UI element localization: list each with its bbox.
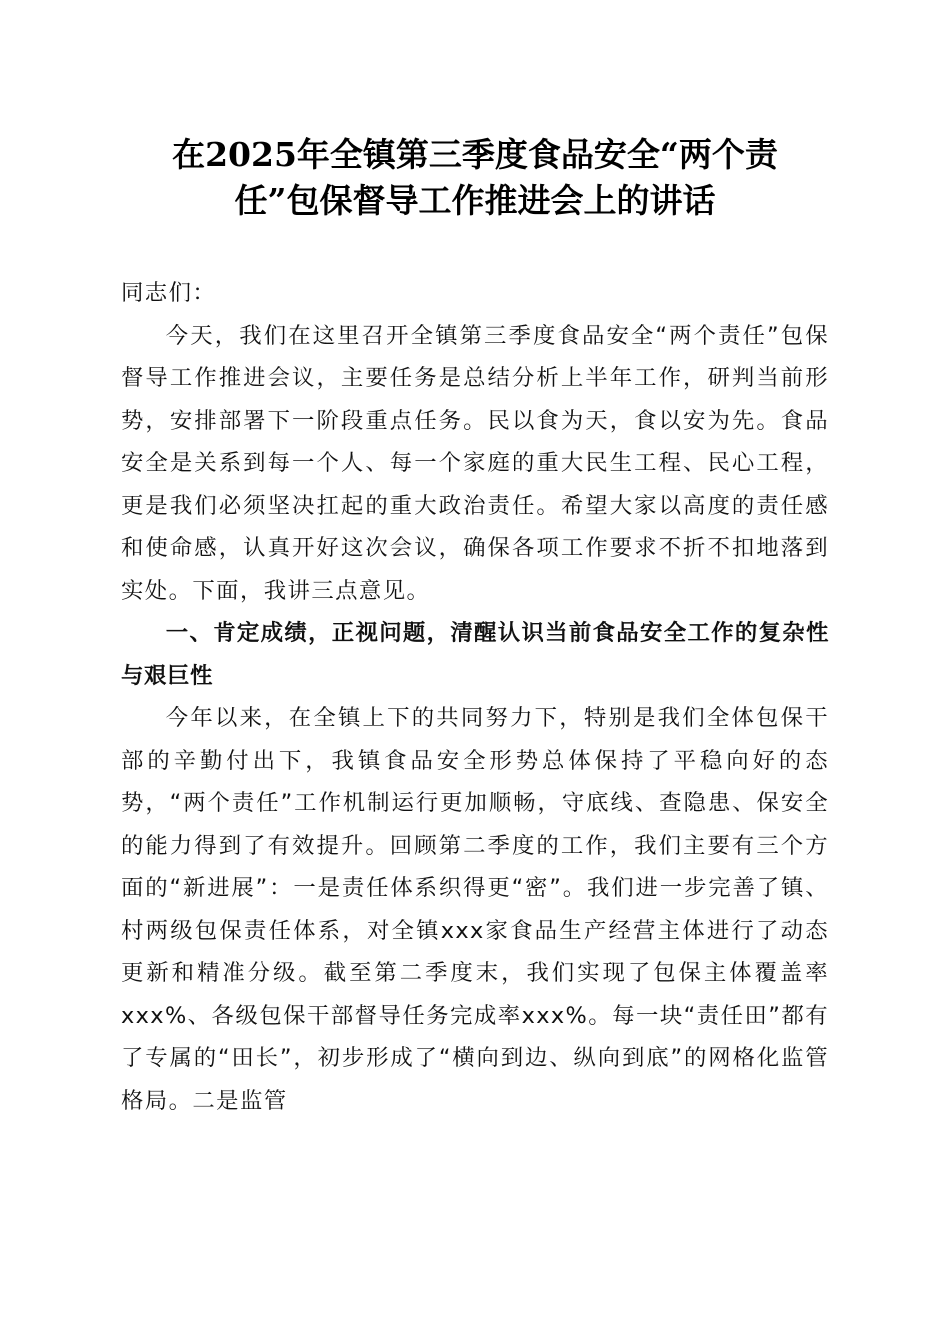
title-line-1: 在2025年全镇第三季度食品安全“两个责 bbox=[172, 135, 778, 174]
salutation: 同志们： bbox=[121, 280, 217, 306]
paragraph-opening: 今天，我们在这里召开全镇第三季度食品安全“两个责任”包保督导工作推进会议，主要任务是总结分析上半年工作，研判当前形势，安排部署下一阶段重点任务。民以食为天，食以安为先。食品安全是关系到每一个人、每一个家庭的重大民生工程、民心工程，更是我们必须坚决扛起的重大政治责任。希望大家以高度的责任感和使命感，认真开好这次会议，确保各项工作要求不折不扣地落到实处。下面，我讲三点意见。 bbox=[121, 322, 829, 604]
paragraph-achievements: 今年以来，在全镇上下的共同努力下，特别是我们全体包保干部的辛勤付出下，我镇食品安全形势总体保持了平稳向好的态势，“两个责任”工作机制运行更加顺畅，守底线、查隐患、保安全的能力得到了有效提升。回顾第二季度的工作，我们主要有三个方面的“新进展”：一是责任体系织得更“密”。我们进一步完善了镇、村两级包保责任体系，对全镇xxx家食品生产经营主体进行了动态更新和精准分级。截至第二季度末，我们实现了包保主体覆盖率xxx%、各级包保干部督导任务完成率xxx%。每一块“责任田”都有了专属的“田长”，初步形成了“横向到边、纵向到底”的网格化监管格局。二是监管 bbox=[121, 705, 829, 1114]
section-heading-1: 一、肯定成绩，正视问题，清醒认识当前食品安全工作的复杂性与艰巨性 bbox=[121, 620, 829, 689]
title-line-2: 任”包保督导工作推进会上的讲话 bbox=[234, 181, 716, 220]
document-body bbox=[121, 272, 829, 1122]
document-title bbox=[120, 132, 830, 224]
